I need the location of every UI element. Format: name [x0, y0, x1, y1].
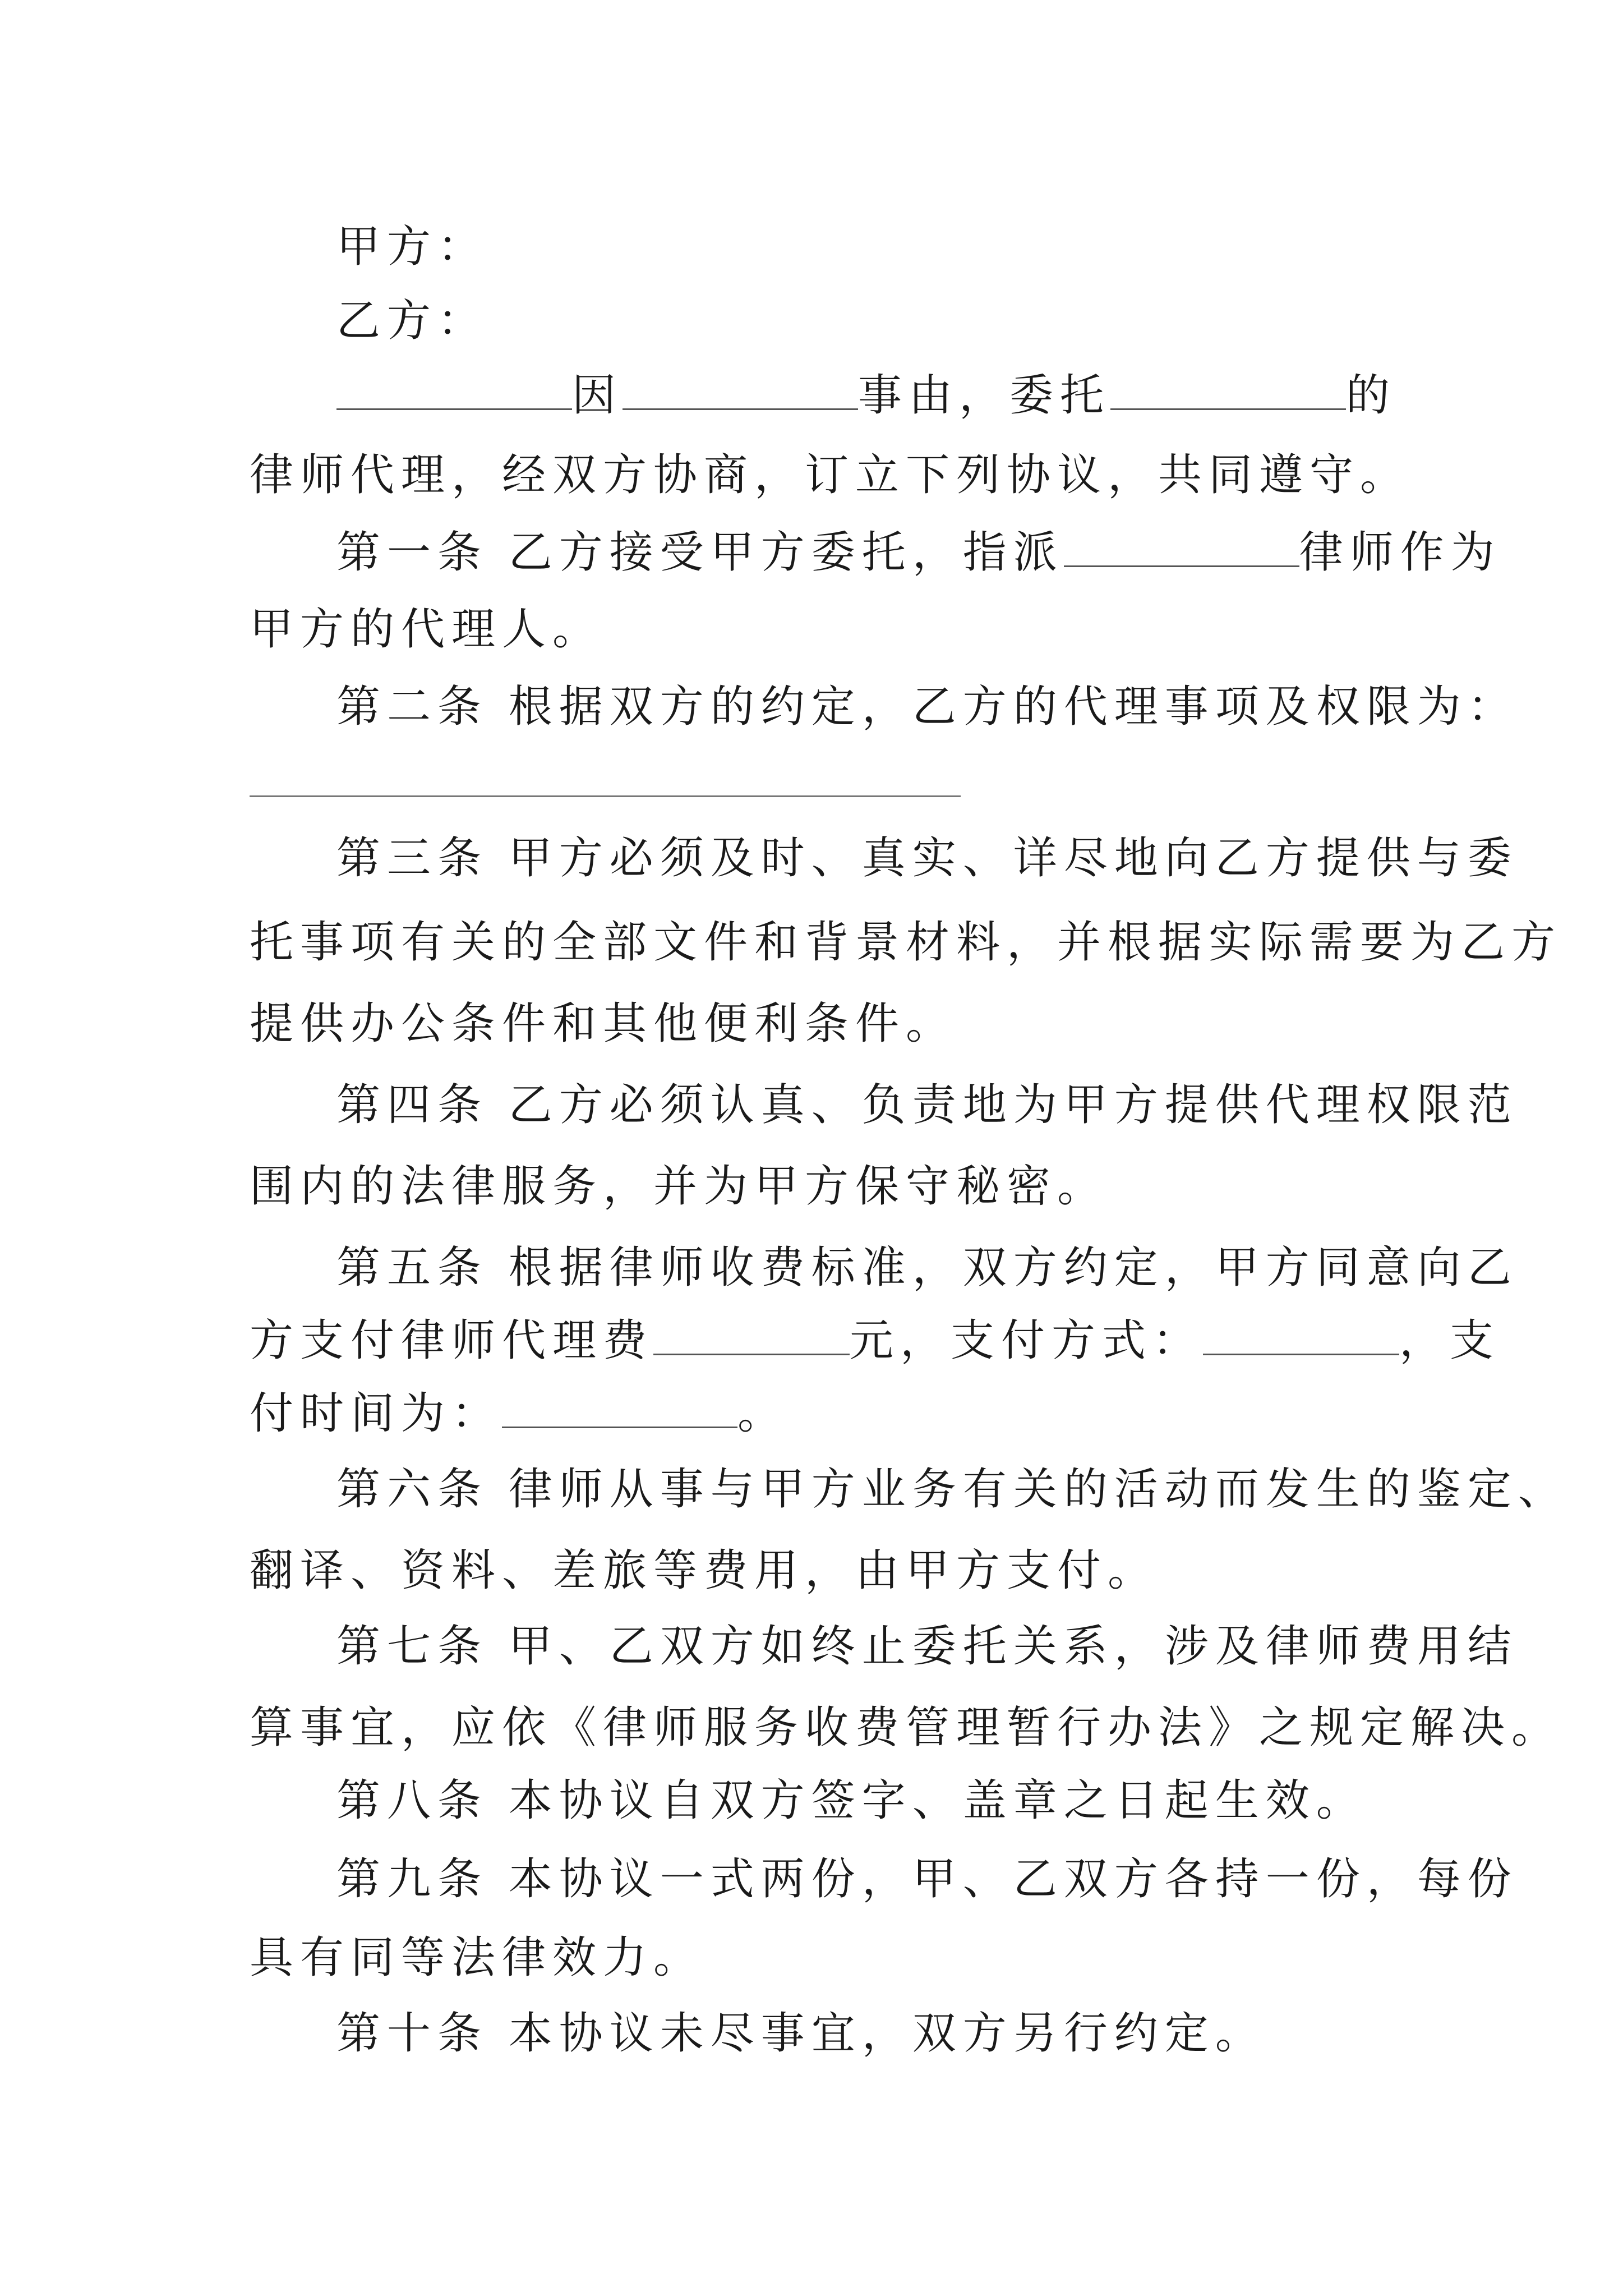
party-b-label: 乙方： [336, 296, 488, 346]
intro-seg-2: 事由，委托 [858, 370, 1111, 421]
blank-matter [623, 369, 858, 410]
article-1-text-a: 第一条 乙方接受甲方委托，指派 [336, 527, 1064, 578]
article-3-line-2: 托事项有关的全部文件和背景材料，并根据实际需要为乙方 [250, 917, 1562, 968]
article-5-text-a: 方支付律师代理费 [250, 1315, 654, 1366]
blank-fee-amount [653, 1314, 850, 1355]
article-1-line-2: 甲方的代理人。 [250, 604, 603, 655]
article-5-line-2 [250, 1313, 1500, 1369]
article-1-text-b: 律师作为 [1299, 527, 1501, 578]
article-5-text-b: 元，支付方式： [850, 1315, 1204, 1366]
intro-line-1 [336, 367, 1396, 424]
article-6-line-1: 第六条 律师从事与甲方业务有关的活动而发生的鉴定、 [336, 1464, 1569, 1515]
article-4-line-1: 第四条 乙方必须认真、负责地为甲方提供代理权限范 [336, 1080, 1518, 1130]
intro-seg-1: 因 [572, 370, 623, 421]
blank-payment-method [1203, 1314, 1399, 1355]
article-5-line-1: 第五条 根据律师收费标准，双方约定，甲方同意向乙 [336, 1243, 1518, 1293]
article-6-line-2: 翻译、资料、差旅等费用，由甲方支付。 [250, 1545, 1159, 1596]
blank-party-a [336, 369, 572, 410]
article-9-line-2: 具有同等法律效力。 [250, 1932, 704, 1983]
article-5-text-c: ，支 [1399, 1315, 1501, 1366]
blank-lawyer [1064, 526, 1299, 567]
intro-seg-3: 的 [1346, 370, 1397, 421]
party-a-label: 甲方： [336, 222, 488, 272]
article-5-line-3 [250, 1386, 788, 1442]
blank-payment-time [502, 1387, 737, 1428]
article-10-line-1: 第十条 本协议未尽事宜，双方另行约定。 [336, 2008, 1266, 2059]
intro-line-2: 律师代理，经双方协商，订立下列协议，共同遵守。 [250, 450, 1411, 500]
article-4-line-2: 围内的法律服务，并为甲方保守秘密。 [250, 1161, 1108, 1212]
article-3-line-3: 提供办公条件和其他便利条件。 [250, 999, 957, 1049]
blank-scope-line [250, 795, 961, 797]
article-5-text-d: 付时间为： [250, 1388, 502, 1439]
article-5-text-e: 。 [737, 1388, 789, 1439]
article-3-line-1: 第三条 甲方必须及时、真实、详尽地向乙方提供与委 [336, 833, 1518, 884]
article-9-line-1: 第九条 本协议一式两份，甲、乙双方各持一份，每份 [336, 1854, 1518, 1904]
article-1-line-1 [336, 524, 1501, 581]
article-7-line-2: 算事宜，应依《律师服务收费管理暂行办法》之规定解决。 [250, 1703, 1562, 1753]
article-7-line-1: 第七条 甲、乙双方如终止委托关系，涉及律师费用结 [336, 1621, 1518, 1672]
article-2-line-1: 第二条 根据双方的约定，乙方的代理事项及权限为： [336, 682, 1518, 732]
blank-law-firm [1110, 369, 1346, 410]
article-8-line-1: 第八条 本协议自双方签字、盖章之日起生效。 [336, 1775, 1367, 1826]
